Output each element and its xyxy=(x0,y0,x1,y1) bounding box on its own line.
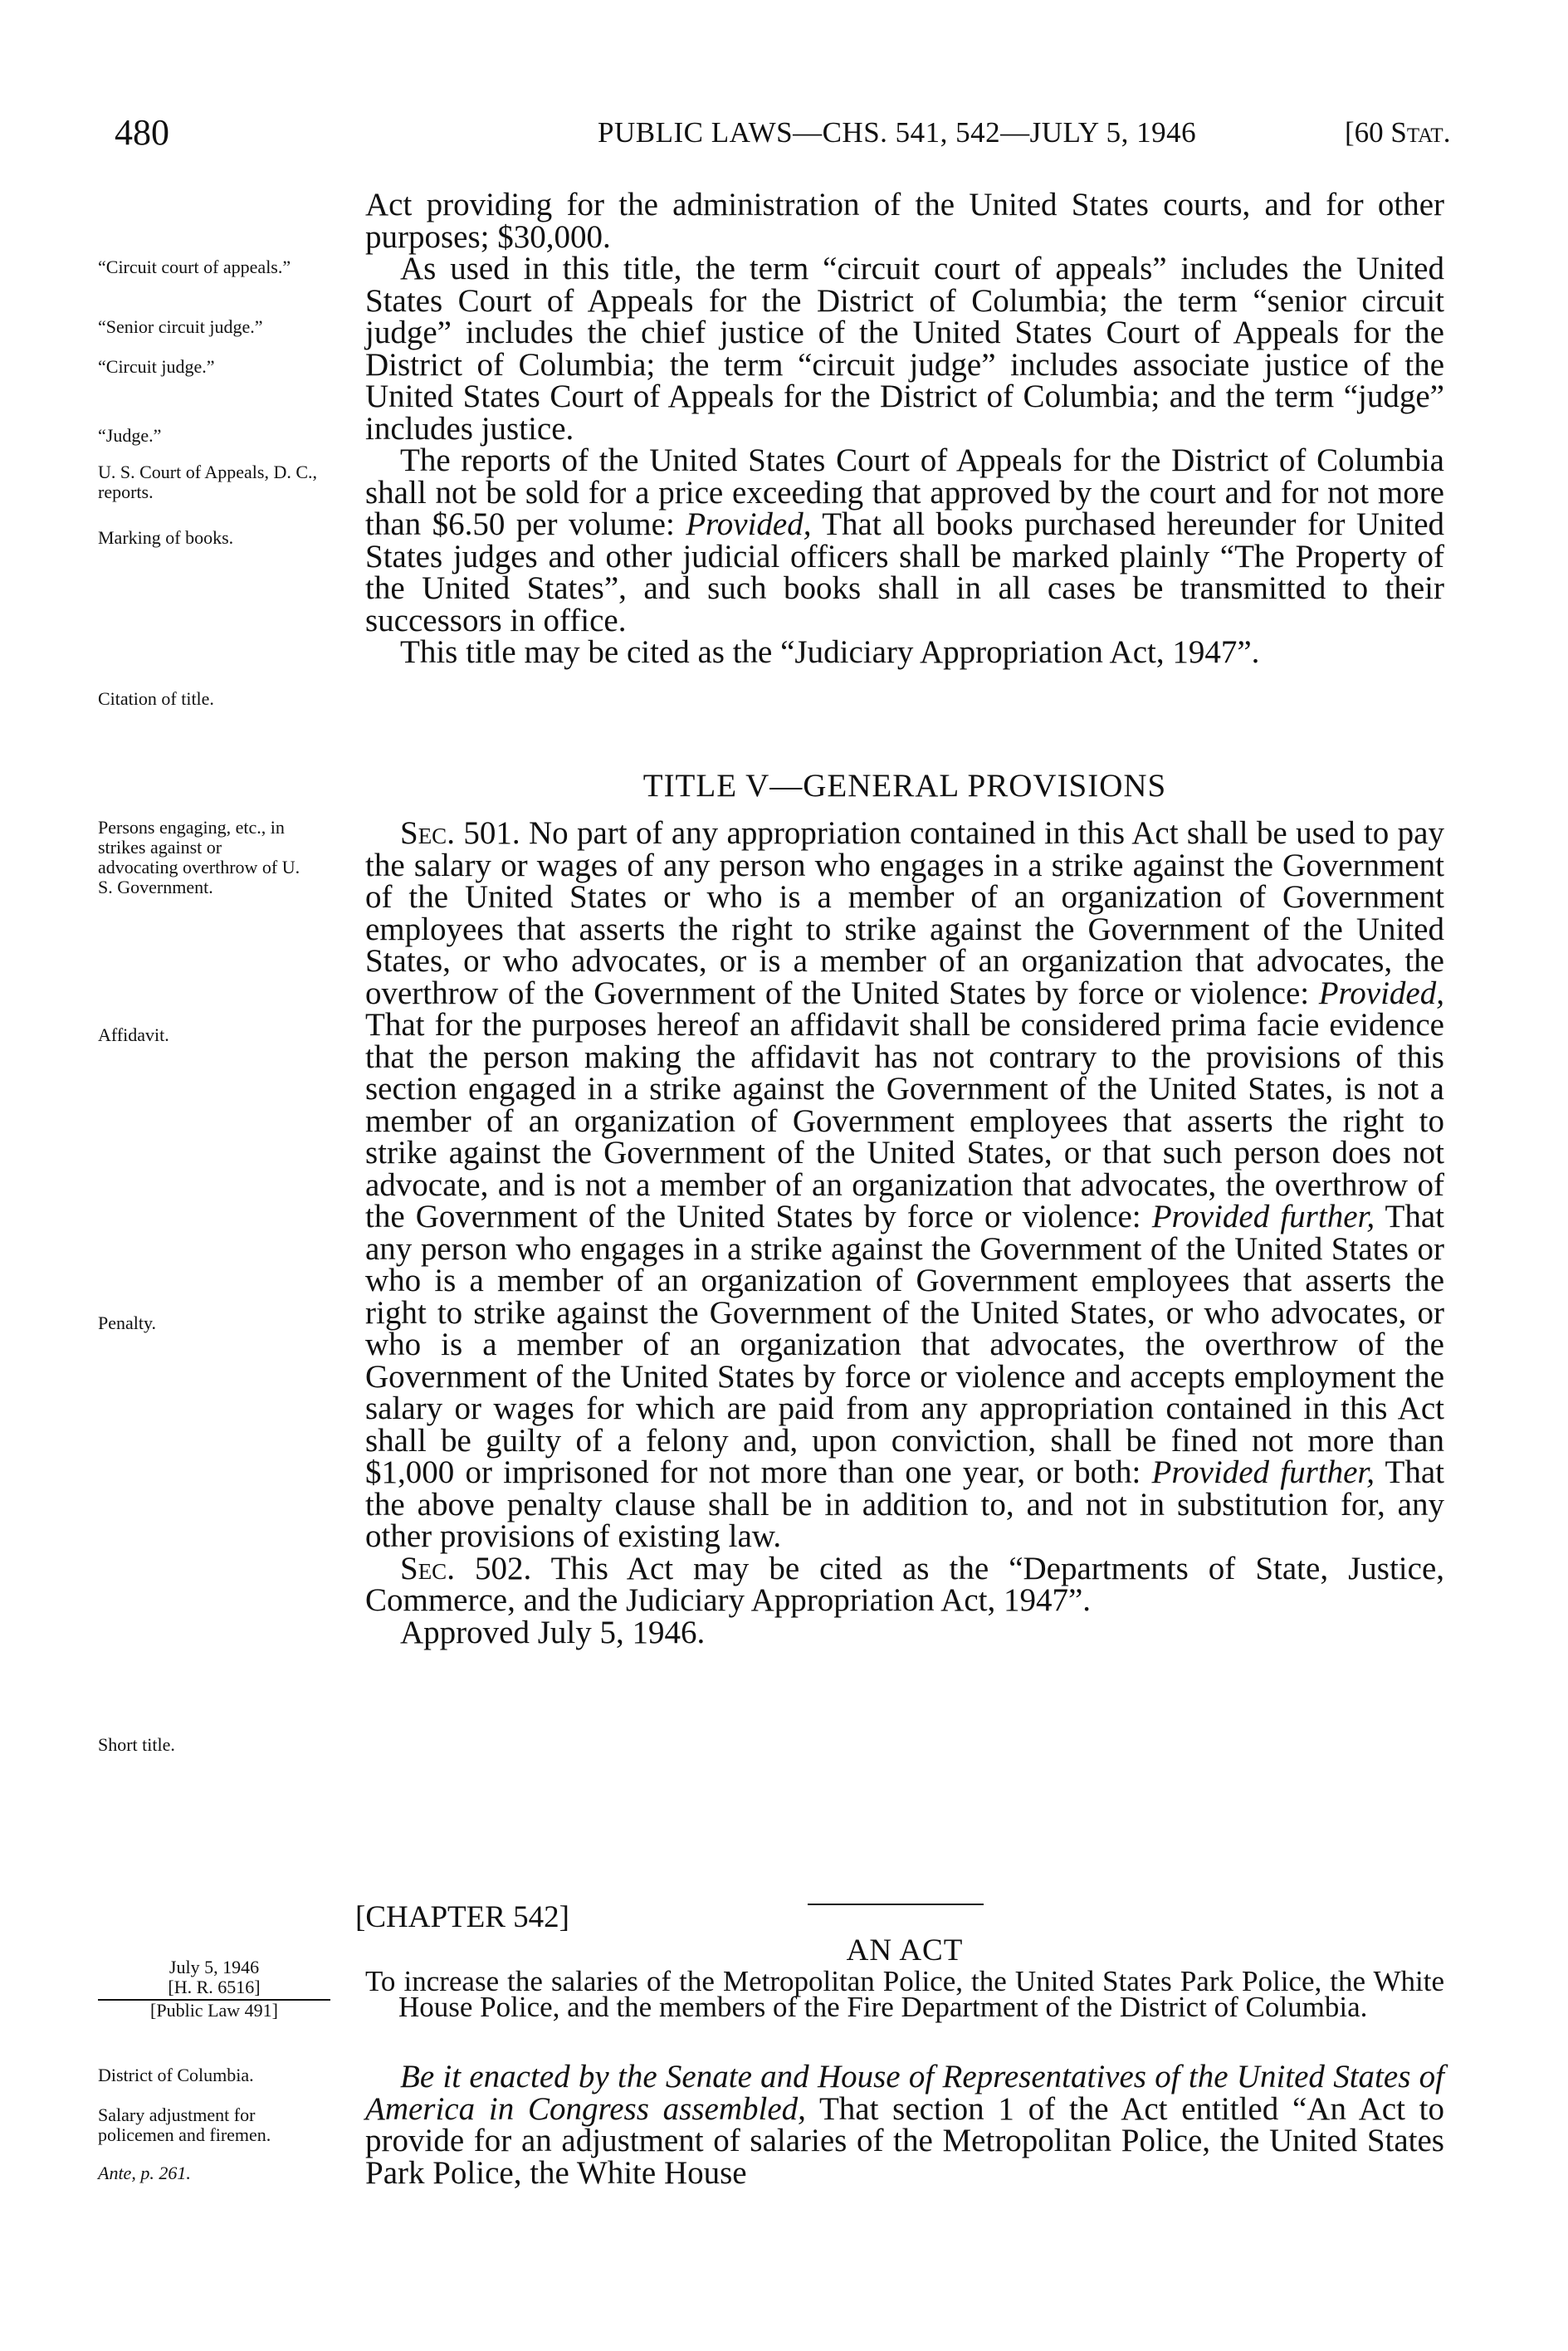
bill-reference-box xyxy=(98,1958,330,2021)
margin-note-penalty: Penalty. xyxy=(98,1312,157,1333)
margin-note-affidavit: Affidavit. xyxy=(98,1024,169,1045)
title-iv-text xyxy=(365,189,1444,669)
margin-note-court-reports: U. S. Court of Appeals, D. C., reports. xyxy=(98,462,317,502)
enacting-clause: Be it enacted by the Senate and House of Representatives of the United States of America in Congress assembled, That section 1 of the Act entitled “An Act to provide for an adjustment of salaries of the Metropolitan Police, the United States Park Police, the White House xyxy=(365,2059,1444,2191)
margin-note-judge: “Judge.” xyxy=(98,425,162,446)
margin-note-circuit-judge: “Circuit judge.” xyxy=(98,356,215,377)
margin-note-short-title: Short title. xyxy=(98,1734,175,1755)
section-divider xyxy=(808,1904,984,1905)
chapter-heading: [CHAPTER 542] xyxy=(355,1900,569,1934)
act-purpose: To increase the salaries of the Metropolitan Police, the United States Park Police, the White House Police, and the members of the Fire Department of the District of Columbia. xyxy=(365,1965,1444,2023)
public-law-number: [Public Law 491] xyxy=(150,2000,278,2021)
running-head: PUBLIC LAWS—CHS. 541, 542—JULY 5, 1946 xyxy=(598,116,1197,149)
title-v-text xyxy=(365,815,1445,1650)
margin-note-persons: Persons engaging, etc., in strikes against or advocating overthrow of U. S. Government. xyxy=(98,817,300,897)
approval-date: July 5, 1946 xyxy=(169,1957,260,1977)
paragraph-definitions: As used in this title, the term “circuit court of appeals” includes the United States Court of Appeals for the District of Columbia; the term “senior circuit judge” includes the chief justice of the United States Court of Appeals for the District of Columbia; the term “circuit judge” includes associate justice of the United States Court of Appeals for the District of Columbia; and the term “judge” includes justice. xyxy=(365,251,1444,447)
an-act-heading: AN ACT xyxy=(846,1933,964,1967)
section-501: Sec. 501. No part of any appropriation contained in this Act shall be used to pay the salary or wages of any person who engages in a strike against the Government of the United States or who is a member of an organization of Government employees that asserts the right to strike against the Government of the United States, or who advocates, or is a member of an organization that advocates, the overthrow of the Government of the United States by force or violence: Provided, That for the purposes hereof an affidavit shall be considered prima facie evidence that the person making the affidavit has not contrary to the provisions of this section engaged in a strike against the Government of the United States, is not a member of an organization of Government employees that asserts the right to strike against the Government of the United States, or that such person does not advocate, and is not a member of an organization that advocates, the overthrow of the Government of the United States by force or violence: Provided further, That any person who engages in a strike against the Government of the United States or who is a member of an organization of Government employees that asserts the right to strike against the Government of the United States, or who advocates, or who is a member of an organization that advocates, the overthrow of the Government of the United States by force or violence and accepts employment the salary or wages for which are paid from any appropriation contained in this Act shall be guilty of a felony and, upon conviction, shall be fined not more than $1,000 or imprisoned for not more than one year, or both: Provided further, That the above penalty clause shall be in addition to, and not in substitution for, any other provisions of existing law. xyxy=(365,815,1445,1554)
approval-line: Approved July 5, 1946. xyxy=(400,1614,706,1650)
paragraph-citation: This title may be cited as the “Judiciary Appropriation Act, 1947”. xyxy=(400,634,1260,670)
section-502: Sec. 502. This Act may be cited as the “Departments of State, Justice, Commerce, and the Judiciary Appropriation Act, 1947”. xyxy=(365,1550,1444,1618)
margin-note-district: District of Columbia. xyxy=(98,2065,254,2085)
paragraph-courts-administration: Act providing for the administration of the United States courts, and for other purposes; $30,000. xyxy=(365,187,1444,255)
margin-note-senior-circuit: “Senior circuit judge.” xyxy=(98,316,263,337)
margin-note-ante: Ante, p. 261. xyxy=(98,2163,191,2183)
page-number: 480 xyxy=(115,112,169,153)
margin-note-citation: Citation of title. xyxy=(98,688,214,709)
paragraph-reports: The reports of the United States Court of Appeals for the District of Columbia shall not be sold for a price exceeding that approved by the court and for not more than $6.50 per volume: Provided, That all books purchased hereunder for United States judges and other judicial officers shall be marked plainly “The Property of the United States”, and such books shall in all cases be transmitted to their successors in office. xyxy=(365,442,1444,638)
statute-reference: [60 Stat. xyxy=(1345,116,1451,149)
title-v-heading: TITLE V—GENERAL PROVISIONS xyxy=(642,768,1167,804)
margin-note-salary: Salary adjustment for policemen and firemen. xyxy=(98,2104,271,2145)
bill-number: [H. R. 6516] xyxy=(98,1977,330,2001)
margin-note-marking: Marking of books. xyxy=(98,527,234,548)
margin-note-circuit-court: “Circuit court of appeals.” xyxy=(98,257,291,277)
